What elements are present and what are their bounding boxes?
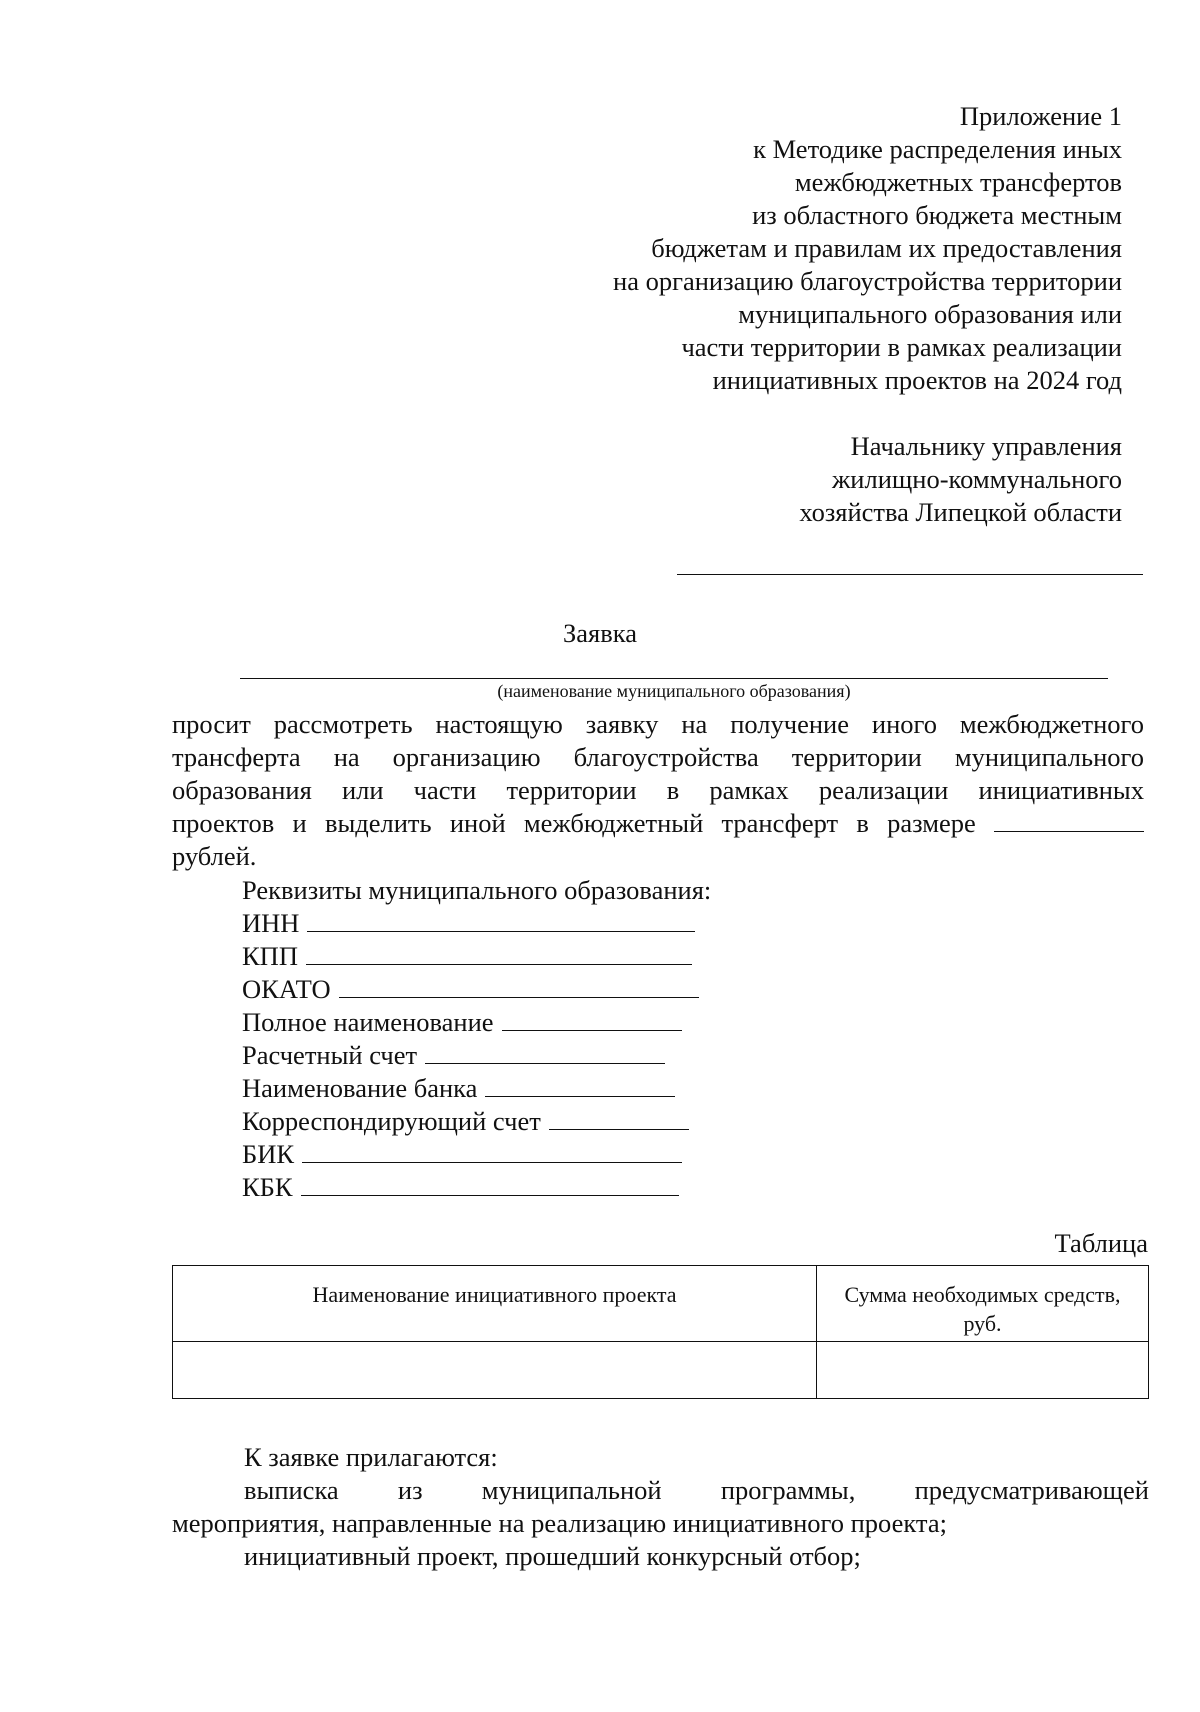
full-name-blank[interactable] — [502, 1008, 682, 1031]
account-blank[interactable] — [425, 1041, 665, 1064]
addressee-line: жилищно-коммунального — [832, 464, 1122, 494]
requisite-bik — [242, 1138, 711, 1171]
bank-name-blank[interactable] — [485, 1074, 675, 1097]
requisite-inn — [242, 907, 711, 940]
requisite-okato — [242, 973, 711, 1006]
appendix-line: инициативных проектов на 2024 год — [712, 365, 1122, 395]
appendix-line: части территории в рамках реализации — [681, 332, 1122, 362]
requisites-block — [242, 874, 711, 1204]
requisite-label: БИК — [242, 1139, 295, 1169]
appendix-line: муниципального образования или — [738, 299, 1122, 329]
header-amount: Сумма необходимых средств, руб. — [817, 1266, 1149, 1342]
requisites-heading: Реквизиты муниципального образования: — [242, 875, 712, 905]
paragraph-line: образования или части территории в рамках реализации инициативных — [172, 775, 1144, 805]
municipality-blank-line[interactable] — [240, 678, 1108, 679]
addressee-line: Начальнику управления — [850, 431, 1122, 461]
attachment-line: мероприятия, направленные на реализацию инициативного проекта; — [172, 1508, 947, 1538]
appendix-line: бюджетам и правилам их предоставления — [651, 233, 1122, 263]
paragraph-line: проектов и выделить иной межбюджетный трансферт в размере — [172, 808, 976, 838]
addressee-line: хозяйства Липецкой области — [799, 497, 1122, 527]
document-title: Заявка — [563, 618, 637, 648]
project-name-cell[interactable] — [173, 1342, 817, 1399]
appendix-line: на организацию благоустройства территории — [613, 266, 1122, 296]
requisite-corr-account — [242, 1105, 711, 1138]
header-project-name: Наименование инициативного проекта — [173, 1266, 817, 1342]
table-caption: Таблица — [1054, 1228, 1148, 1258]
amount-cell[interactable] — [817, 1342, 1149, 1399]
requisite-label: Наименование банка — [242, 1073, 478, 1103]
requisite-label: ОКАТО — [242, 974, 331, 1004]
requisite-account — [242, 1039, 711, 1072]
appendix-line: Приложение 1 — [959, 101, 1122, 131]
attachments-block — [172, 1441, 1149, 1573]
appendix-line: к Методике распределения иных — [753, 134, 1122, 164]
municipality-caption: (наименование муниципального образования) — [497, 681, 851, 701]
table-row — [173, 1342, 1149, 1399]
requisite-label: Полное наименование — [242, 1007, 494, 1037]
appendix-line: из областного бюджета местным — [752, 200, 1122, 230]
requisite-bank-name — [242, 1072, 711, 1105]
requisite-label: КПП — [242, 941, 298, 971]
amount-blank[interactable] — [994, 809, 1144, 832]
addressee-block — [502, 430, 1122, 529]
okato-blank[interactable] — [339, 975, 699, 998]
bik-blank[interactable] — [302, 1140, 682, 1163]
kbk-blank[interactable] — [301, 1173, 679, 1196]
requisite-label: Расчетный счет — [242, 1040, 418, 1070]
inn-blank[interactable] — [307, 909, 695, 932]
paragraph-line: трансферта на организацию благоустройства территории муниципального — [172, 742, 1144, 772]
corr-account-blank[interactable] — [549, 1107, 689, 1130]
paragraph-line: рублей. — [172, 841, 257, 871]
table-header-row — [173, 1266, 1149, 1342]
requisite-full-name — [242, 1006, 711, 1039]
attachments-heading: К заявке прилагаются: — [244, 1442, 498, 1472]
requisite-kpp — [242, 940, 711, 973]
requisite-label: КБК — [242, 1172, 293, 1202]
request-paragraph — [172, 708, 1144, 873]
paragraph-line-amount — [172, 807, 1144, 840]
attachment-line: выписка из муниципальной программы, предусматривающей — [244, 1475, 1149, 1505]
sender-blank-line[interactable] — [677, 574, 1143, 575]
requisite-label: Корреспондирующий счет — [242, 1106, 541, 1136]
appendix-line: межбюджетных трансфертов — [794, 167, 1122, 197]
appendix-header — [502, 100, 1122, 397]
requisite-kbk — [242, 1171, 711, 1204]
kpp-blank[interactable] — [306, 942, 692, 965]
requisite-label: ИНН — [242, 908, 300, 938]
projects-table — [172, 1265, 1149, 1399]
paragraph-line: просит рассмотреть настоящую заявку на получение иного межбюджетного — [172, 709, 1144, 739]
attachment-line: инициативный проект, прошедший конкурсный отбор; — [244, 1541, 861, 1571]
